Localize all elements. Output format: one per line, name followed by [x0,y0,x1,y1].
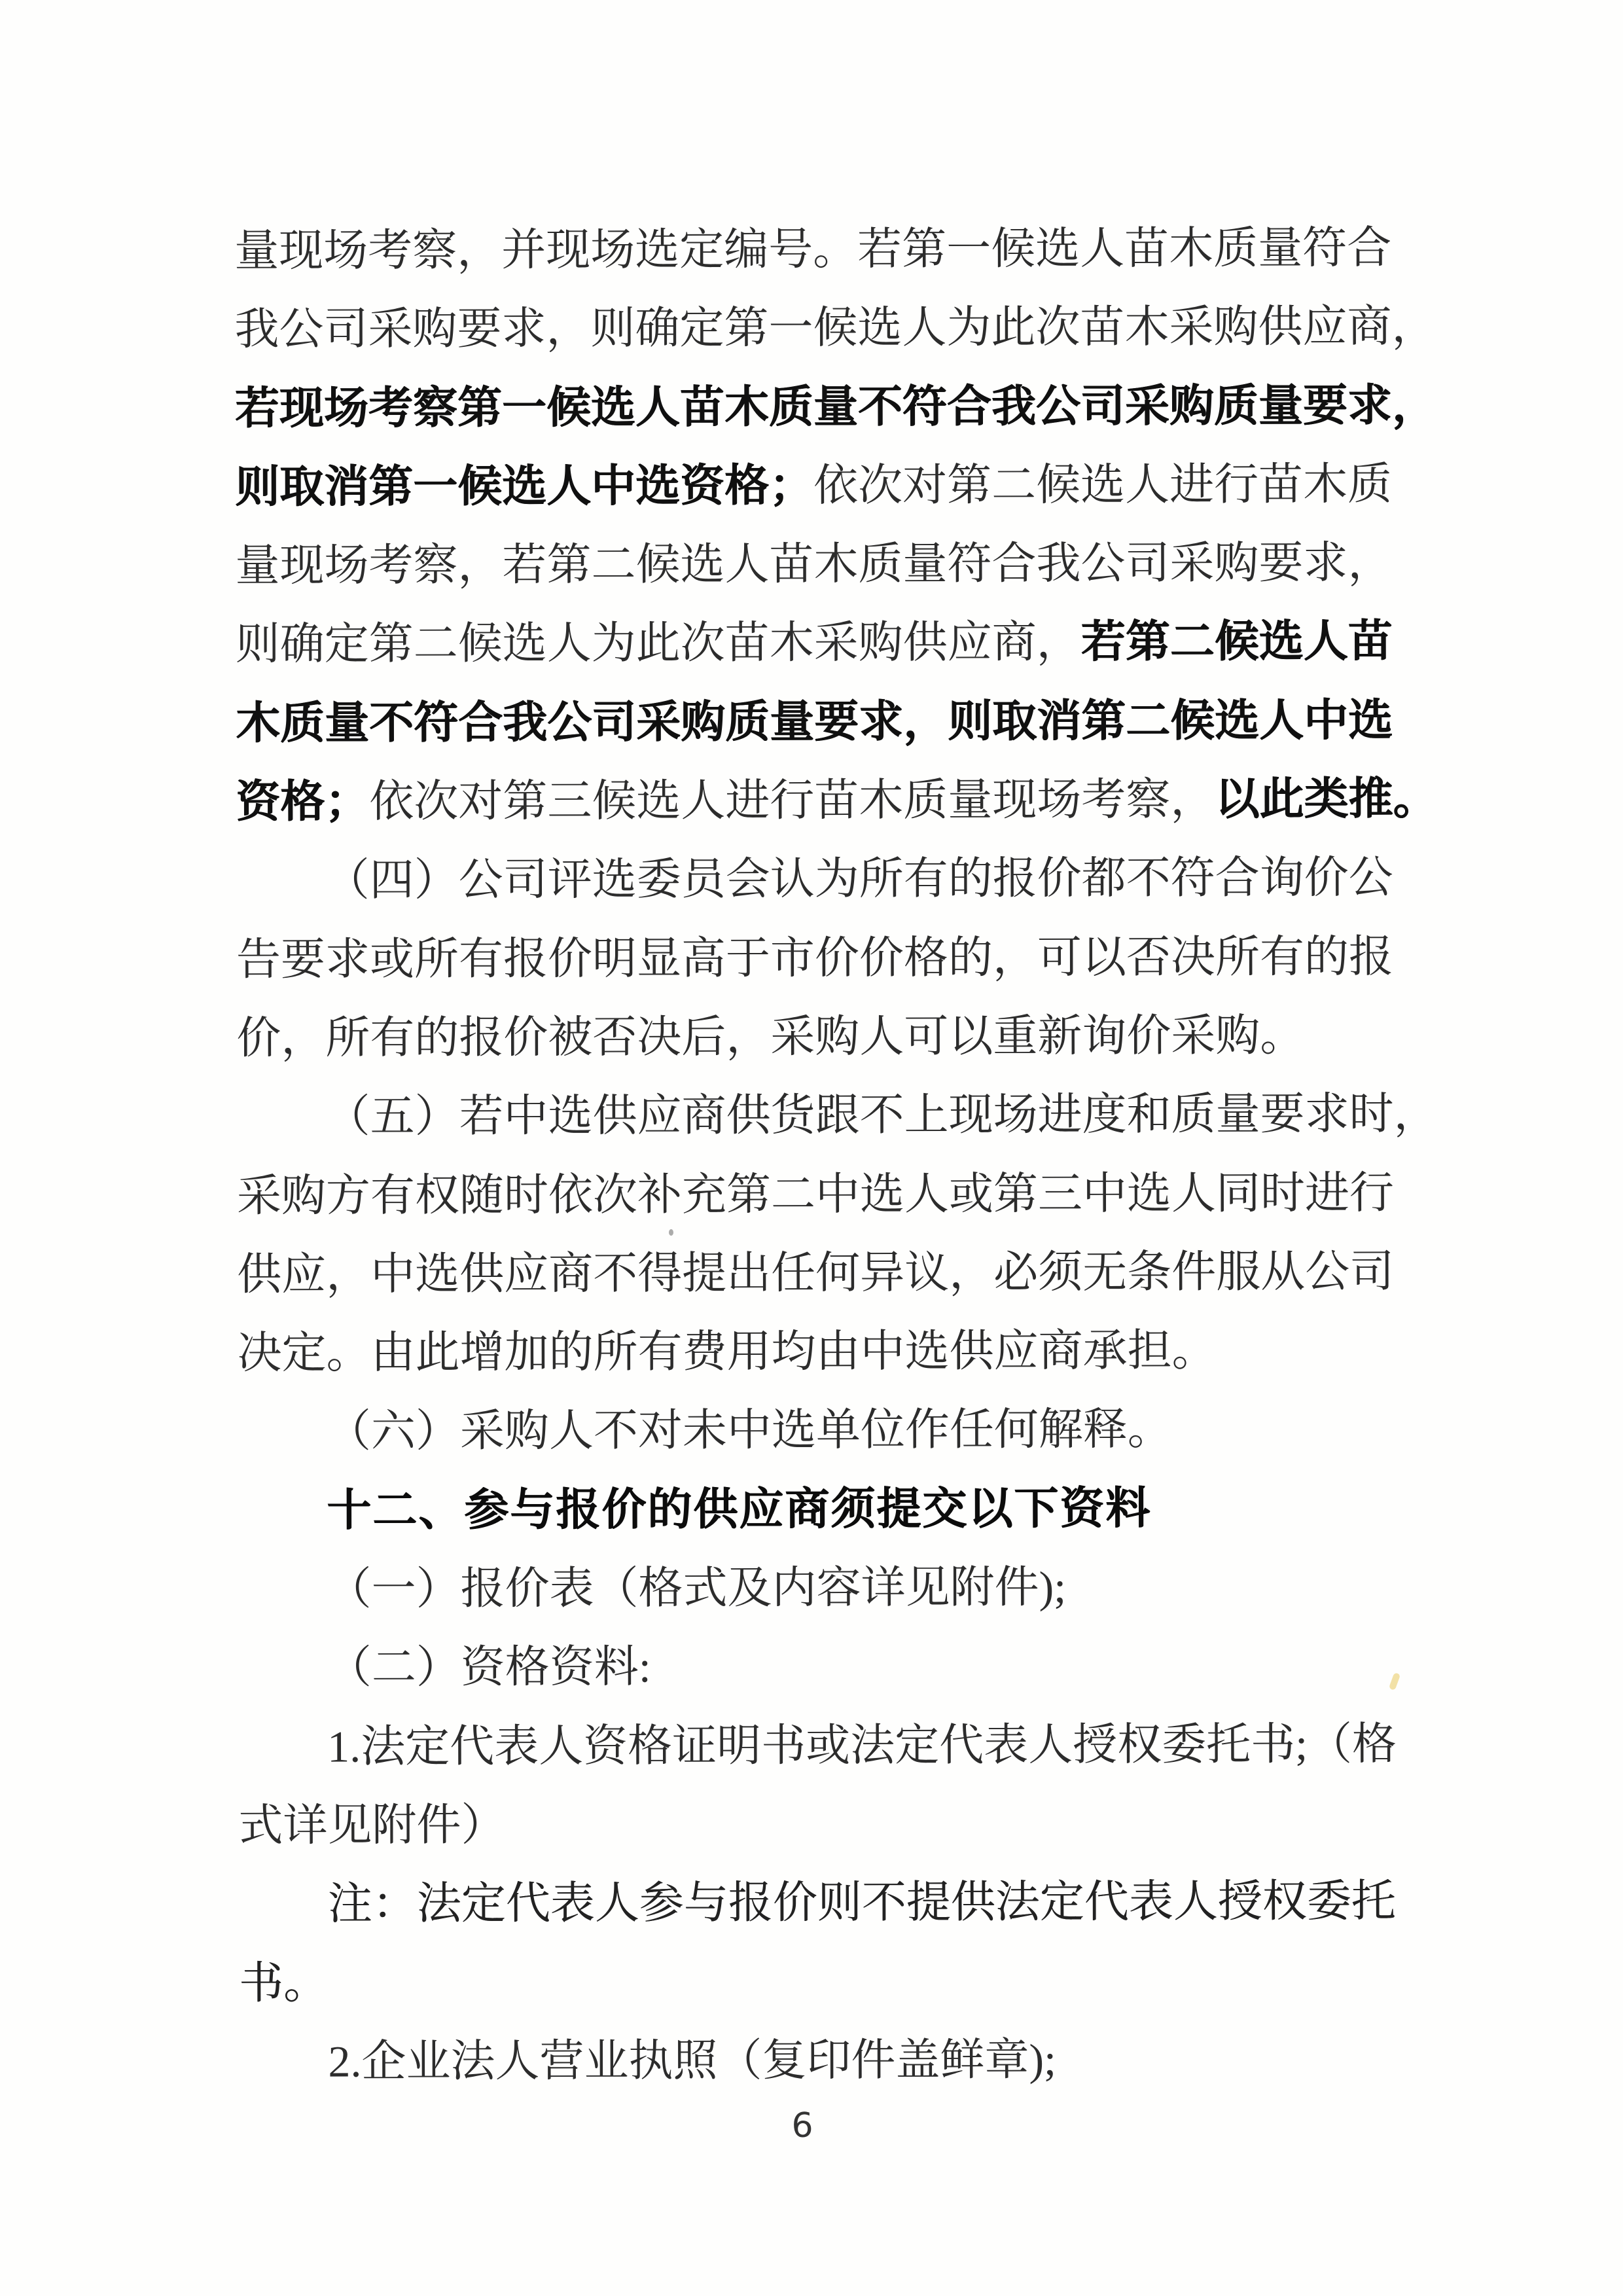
scan-artifact-speck [669,1229,673,1236]
text-run: 依次对第二候选人进行苗木质 [813,459,1393,511]
text-run: （一）报价表（格式及内容详见附件); [327,1562,1067,1614]
text-run: 则取消第一候选人中选资格； [235,460,814,512]
text-line [236,1075,1438,1157]
text-run: （五）若中选供应商供货跟不上现场进度和质量要求时， [325,1088,1438,1141]
page-number: 6 [791,2106,813,2145]
text-run: 式详见附件） [238,1799,506,1850]
text-run: （六）采购人不对未中选单位作任何解释。 [326,1404,1172,1457]
text-run: 十二、参与报价的供应商须提交以下资料 [327,1483,1152,1535]
text-run: 2.企业法人营业执照（复印件盖鲜章); [328,2034,1057,2087]
text-run: （四）公司评选委员会认为所有的报价都不符合询价公 [325,852,1393,906]
text-run: 量现场考察，并现场选定编号。若第一候选人苗木质量符合 [234,223,1392,276]
text-run: 法定代表人参与报价则不提供法定代表人授权委托 [416,1876,1396,1929]
text-line [236,996,1408,1077]
text-block [234,208,1438,2101]
text-line [234,366,1436,448]
text-run: 注： [327,1878,417,1929]
text-line [237,1153,1408,1235]
text-run: 以此类推。 [1215,774,1438,825]
text-line [236,838,1408,920]
text-line [234,208,1406,290]
text-run: 决定。由此增加的所有费用均由中选供应商承担。 [237,1325,1217,1378]
text-run: 木质量不符合我公司采购质量要求，则取消第二候选人中选 [235,695,1393,748]
text-run: 若现场考察第一候选人苗木质量不符合我公司采购质量要求， [234,380,1436,433]
text-line [236,759,1438,841]
text-line [239,2019,1410,2101]
text-line [239,1862,1410,1944]
text-line [238,1390,1409,1471]
text-run: 书。 [238,1958,329,2008]
text-line [237,1232,1408,1314]
text-line [234,287,1436,369]
text-run: 则确定第二候选人为此次苗木采购供应商， [235,617,1081,670]
text-run: 供应，中选供应商不得提出任何异议，必须无条件服从公司 [237,1246,1395,1299]
text-line [238,1468,1409,1550]
text-run: 1.法定代表人资格证明书或法定代表人授权委托书;（格 [327,1718,1397,1772]
text-run: 采购方有权随时依次补充第二中选人或第三中选人同时进行 [236,1167,1395,1221]
text-run: 若第二候选人苗 [1080,616,1393,668]
text-line [235,523,1406,605]
text-line [237,1310,1408,1392]
text-line [238,1783,1410,1865]
text-line [238,1626,1410,1708]
text-run: 量现场考察，若第二候选人苗木质量符合我公司采购要求， [235,537,1393,591]
text-run: （二）资格资料: [327,1641,651,1693]
text-run: 资格； [236,776,370,827]
text-run: 依次对第三候选人进行苗木质量现场考察， [369,774,1215,827]
text-line [236,681,1407,762]
text-line [235,444,1406,526]
text-line [238,1547,1409,1628]
text-line [236,917,1408,999]
text-run: 价，所有的报价被否决后，采购人可以重新询价采购。 [236,1010,1305,1063]
text-line [239,1941,1410,2022]
text-line [238,1704,1410,1786]
text-line [236,602,1407,684]
text-run: 告要求或所有报价明显高于市价价格的，可以否决所有的报 [236,931,1394,984]
text-run: 我公司采购要求，则确定第一候选人为此次苗木采购供应商， [234,301,1436,355]
